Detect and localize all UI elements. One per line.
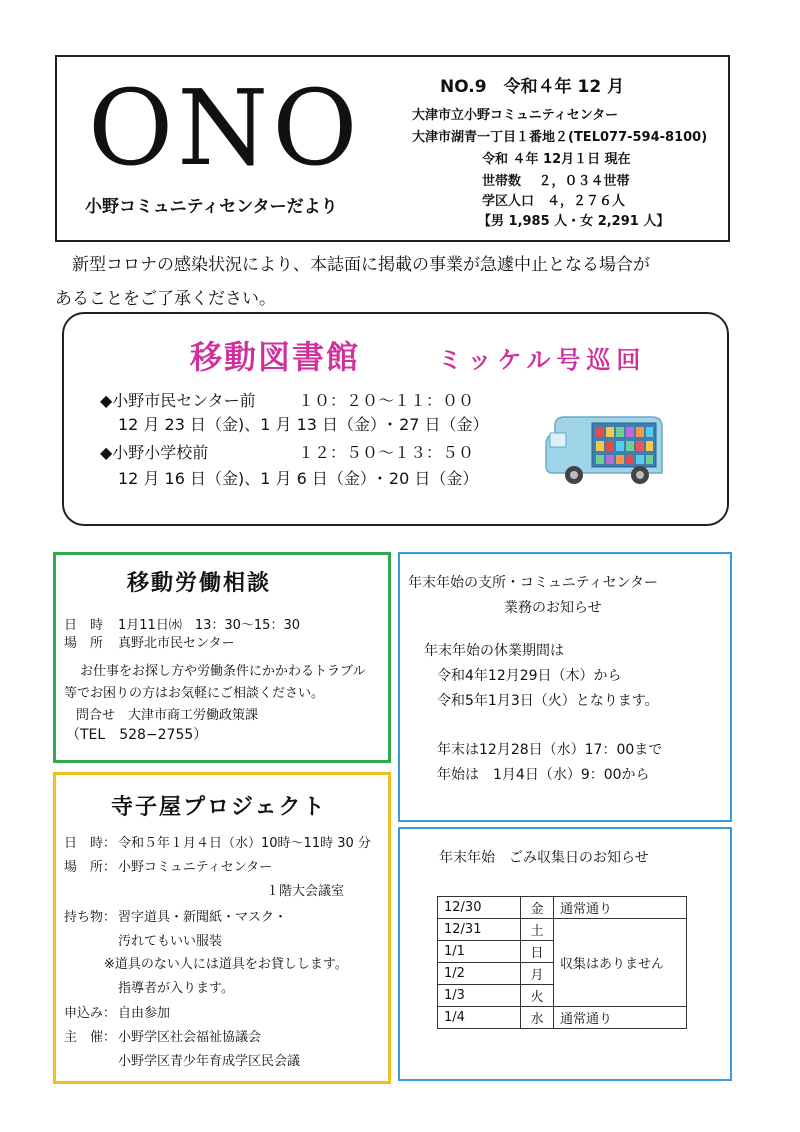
covid-notice-line1: 新型コロナの感染状況により、本誌面に掲載の事業が急遽中止となる場合が xyxy=(72,255,650,275)
labor-place-value: 真野北市民センター xyxy=(118,636,235,651)
labor-body-line1: お仕事をお探し方や労働条件にかかわるトラブル xyxy=(80,664,366,679)
row-note: 通常通り xyxy=(554,897,687,919)
stats-population: 学区人口 ４，２７６人 xyxy=(482,194,626,209)
labor-title: 移動労働相談 xyxy=(127,571,272,596)
row-date: 1/1 xyxy=(438,941,521,963)
stats-date: 令和 ４年 12月１日 現在 xyxy=(482,152,631,167)
library-stop1-time: １０：２０～１１：００ xyxy=(298,391,475,410)
terakoya-host-label: 主 催： xyxy=(64,1030,117,1045)
labor-body-line2: 等でお困りの方はお気軽にご相談ください。 xyxy=(64,686,325,701)
yearend-period-line1: 令和4年12月29日（木）から xyxy=(437,668,622,684)
mobile-library-title: 移動図書館 xyxy=(190,338,361,376)
library-stop1-name: ◆小野市民センター前 xyxy=(100,391,256,410)
row-day: 水 xyxy=(521,1007,554,1029)
terakoya-host1: 小野学区社会福祉協議会 xyxy=(118,1030,262,1045)
terakoya-items-line1: 習字道具・新聞紙・マスク・ xyxy=(118,910,288,925)
row-date: 12/30 xyxy=(438,897,521,919)
row-day: 土 xyxy=(521,919,554,941)
row-date: 12/31 xyxy=(438,919,521,941)
row-date: 1/4 xyxy=(438,1007,521,1029)
garbage-title: 年末年始 ごみ収集日のお知らせ xyxy=(439,850,649,866)
terakoya-host2: 小野学区青少年育成学区民会議 xyxy=(118,1054,301,1069)
labor-tel: （TEL 528−2755） xyxy=(66,727,208,743)
terakoya-place-value: 小野コミュニティセンター xyxy=(118,860,273,875)
row-date: 1/3 xyxy=(438,985,521,1007)
masthead-subtitle: 小野コミュニティセンターだより xyxy=(85,197,338,217)
terakoya-apply-label: 申込み： xyxy=(64,1006,117,1021)
stats-households: 世帯数 ２，０３４世帯 xyxy=(482,174,630,189)
terakoya-title: 寺子屋プロジェクト xyxy=(111,795,327,820)
issue-number: NO.9 令和４年 12 月 xyxy=(440,77,625,97)
terakoya-date-label: 日 時： xyxy=(64,836,117,851)
labor-place-label: 場 所 xyxy=(64,636,104,651)
stats-breakdown: 【男 1,985 人・女 2,291 人】 xyxy=(478,214,670,229)
terakoya-note2: 指導者が入ります。 xyxy=(118,981,234,996)
yearend-period-label: 年末年始の休業期間は xyxy=(424,643,564,659)
library-stop2-time: １２：５０～１３：５０ xyxy=(298,443,475,462)
table-row xyxy=(438,919,687,941)
terakoya-date-value: 令和５年１月４日（水）10時～11時 30 分 xyxy=(118,836,371,851)
row-note-merged: 収集はありません xyxy=(554,919,687,1007)
row-date: 1/2 xyxy=(438,963,521,985)
row-day: 金 xyxy=(521,897,554,919)
row-day: 火 xyxy=(521,985,554,1007)
terakoya-apply-value: 自由参加 xyxy=(118,1006,171,1021)
library-stop2-dates: 12 月 16 日（金)、1 月 6 日（金）･ 20 日（金） xyxy=(118,469,479,488)
terakoya-note1: ※道具のない人には道具をお貸しします。 xyxy=(104,957,348,972)
covid-notice-line2: あることをご了承ください。 xyxy=(55,289,276,309)
labor-contact: 問合せ 大津市商工労働政策課 xyxy=(76,708,259,723)
yearend-last-day: 年末は12月28日（水）17：00まで xyxy=(437,742,663,758)
terakoya-items-label: 持ち物： xyxy=(64,910,117,925)
org-address: 大津市湖青一丁目１番地２(TEL077-594-8100) xyxy=(412,130,708,145)
bookmobile-illustration xyxy=(540,395,670,495)
library-stop2-name: ◆小野小学校前 xyxy=(100,443,209,462)
terakoya-items-line2: 汚れてもいい服装 xyxy=(118,934,223,949)
terakoya-place-room: １階大会議室 xyxy=(266,884,345,899)
terakoya-place-label: 場 所： xyxy=(64,860,117,875)
yearend-title-line1: 年末年始の支所・コミュニティセンター xyxy=(408,575,659,591)
library-stop1-dates: 12 月 23 日（金)、1 月 13 日（金）･ 27 日（金） xyxy=(118,415,489,434)
yearend-period-line2: 令和5年1月3日（火）となります。 xyxy=(437,693,659,709)
row-day: 日 xyxy=(521,941,554,963)
table-row xyxy=(438,1007,687,1029)
garbage-schedule-table xyxy=(437,896,687,1029)
table-row xyxy=(438,897,687,919)
yearend-first-day: 年始は 1月4日（水）9：00から xyxy=(437,767,650,783)
row-day: 月 xyxy=(521,963,554,985)
masthead-logo: ONO xyxy=(88,67,362,189)
org-name: 大津市立小野コミュニティセンター xyxy=(412,108,619,123)
mobile-library-subtitle: ミッケル号巡回 xyxy=(438,346,647,374)
row-note: 通常通り xyxy=(554,1007,687,1029)
labor-date-label: 日 時 xyxy=(64,618,104,633)
yearend-title-line2: 業務のお知らせ xyxy=(504,600,602,616)
labor-date-value: 1月11日㈬ 13：30～15：30 xyxy=(118,618,300,633)
